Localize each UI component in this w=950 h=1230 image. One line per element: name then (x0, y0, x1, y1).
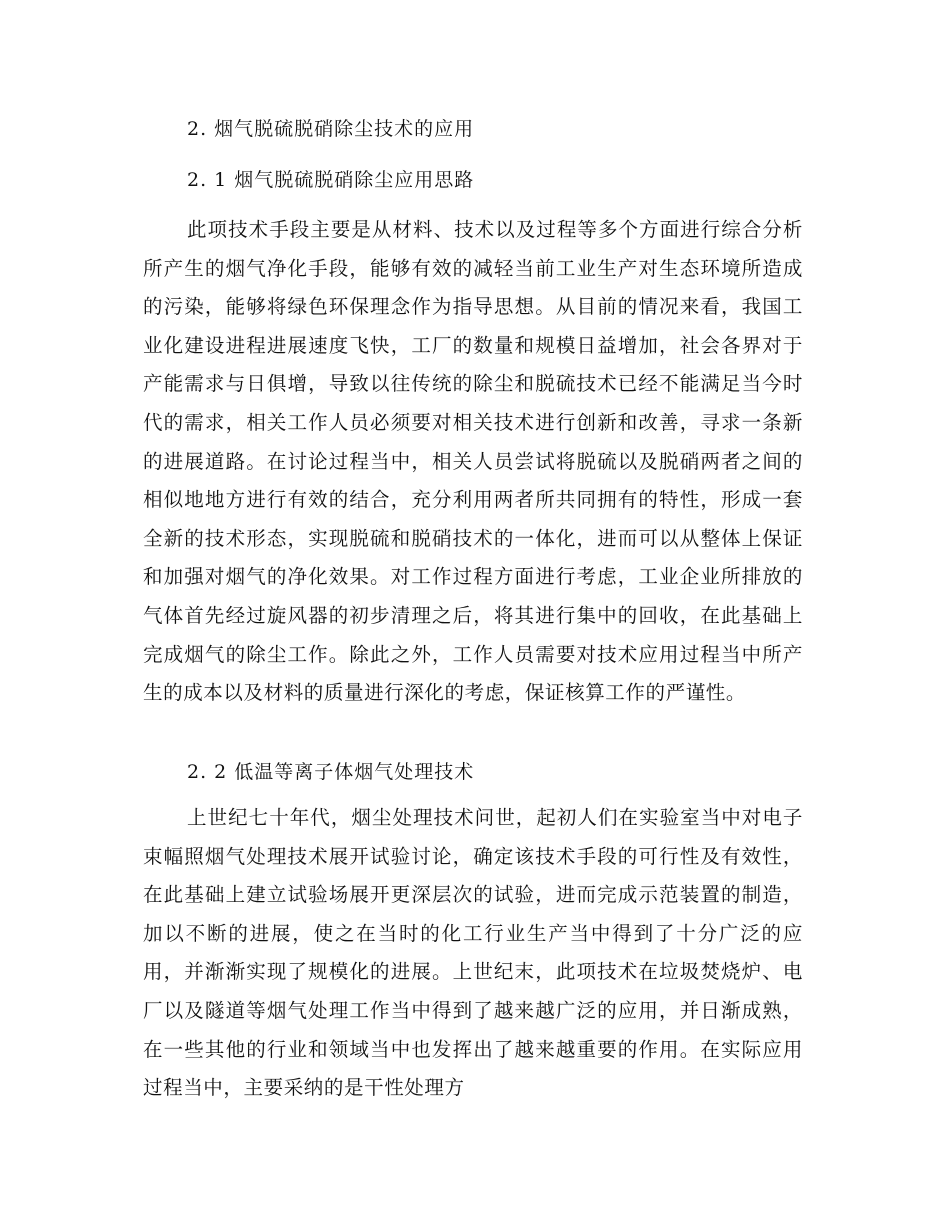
paragraph-application-approach: 此项技术手段主要是从材料、技术以及过程等多个方面进行综合分析所产生的烟气净化手段，能够有效的减轻当前工业生产对生态环境所造成的污染，能够将绿色环保理念作为指导思想。从目前的情况来看，我国工业化建设进程进展速度飞快，工厂的数量和规模日益增加，社会各界对于产能需求与日俱增，导致以往传统的除尘和脱硫技术已经不能满足当今时代的需求，相关工作人员必须要对相关技术进行创新和改善，寻求一条新的进展道路。在讨论过程当中，相关人员尝试将脱硫以及脱硝两者之间的相似地地方进行有效的结合，充分利用两者所共同拥有的特性，形成一套全新的技术形态，实现脱硫和脱硝技术的一体化，进而可以从整体上保证和加强对烟气的净化效果。对工作过程方面进行考虑，工业企业所排放的气体首先经过旋风器的初步清理之后，将其进行集中的回收，在此基础上完成烟气的除尘工作。除此之外，工作人员需要对技术应用过程当中所产生的成本以及材料的质量进行深化的考虑，保证核算工作的严谨性。 (143, 218, 803, 705)
section-heading-2-1: 2. 1 烟气脱硫脱硝除尘应用思路 (187, 169, 475, 191)
section-heading-2-2: 2. 2 低温等离子体烟气处理技术 (187, 761, 475, 783)
section-heading-2: 2. 烟气脱硫脱硝除尘技术的应用 (187, 118, 475, 140)
paragraph-low-temperature-plasma: 上世纪七十年代，烟尘处理技术问世，起初人们在实验室当中对电子束幅照烟气处理技术展开试验讨论，确定该技术手段的可行性及有效性，在此基础上建立试验场展开更深层次的试验，进而完成示范装置的制造，加以不断的进展，使之在当时的化工行业生产当中得到了十分广泛的应用，并渐渐实现了规模化的进展。上世纪末，此项技术在垃圾焚烧炉、电厂以及隧道等烟气处理工作当中得到了越来越广泛的应用，并日渐成熟，在一些其他的行业和领域当中也发挥出了越来越重要的作用。在实际应用过程当中，主要采纳的是干性处理方 (143, 806, 803, 1100)
